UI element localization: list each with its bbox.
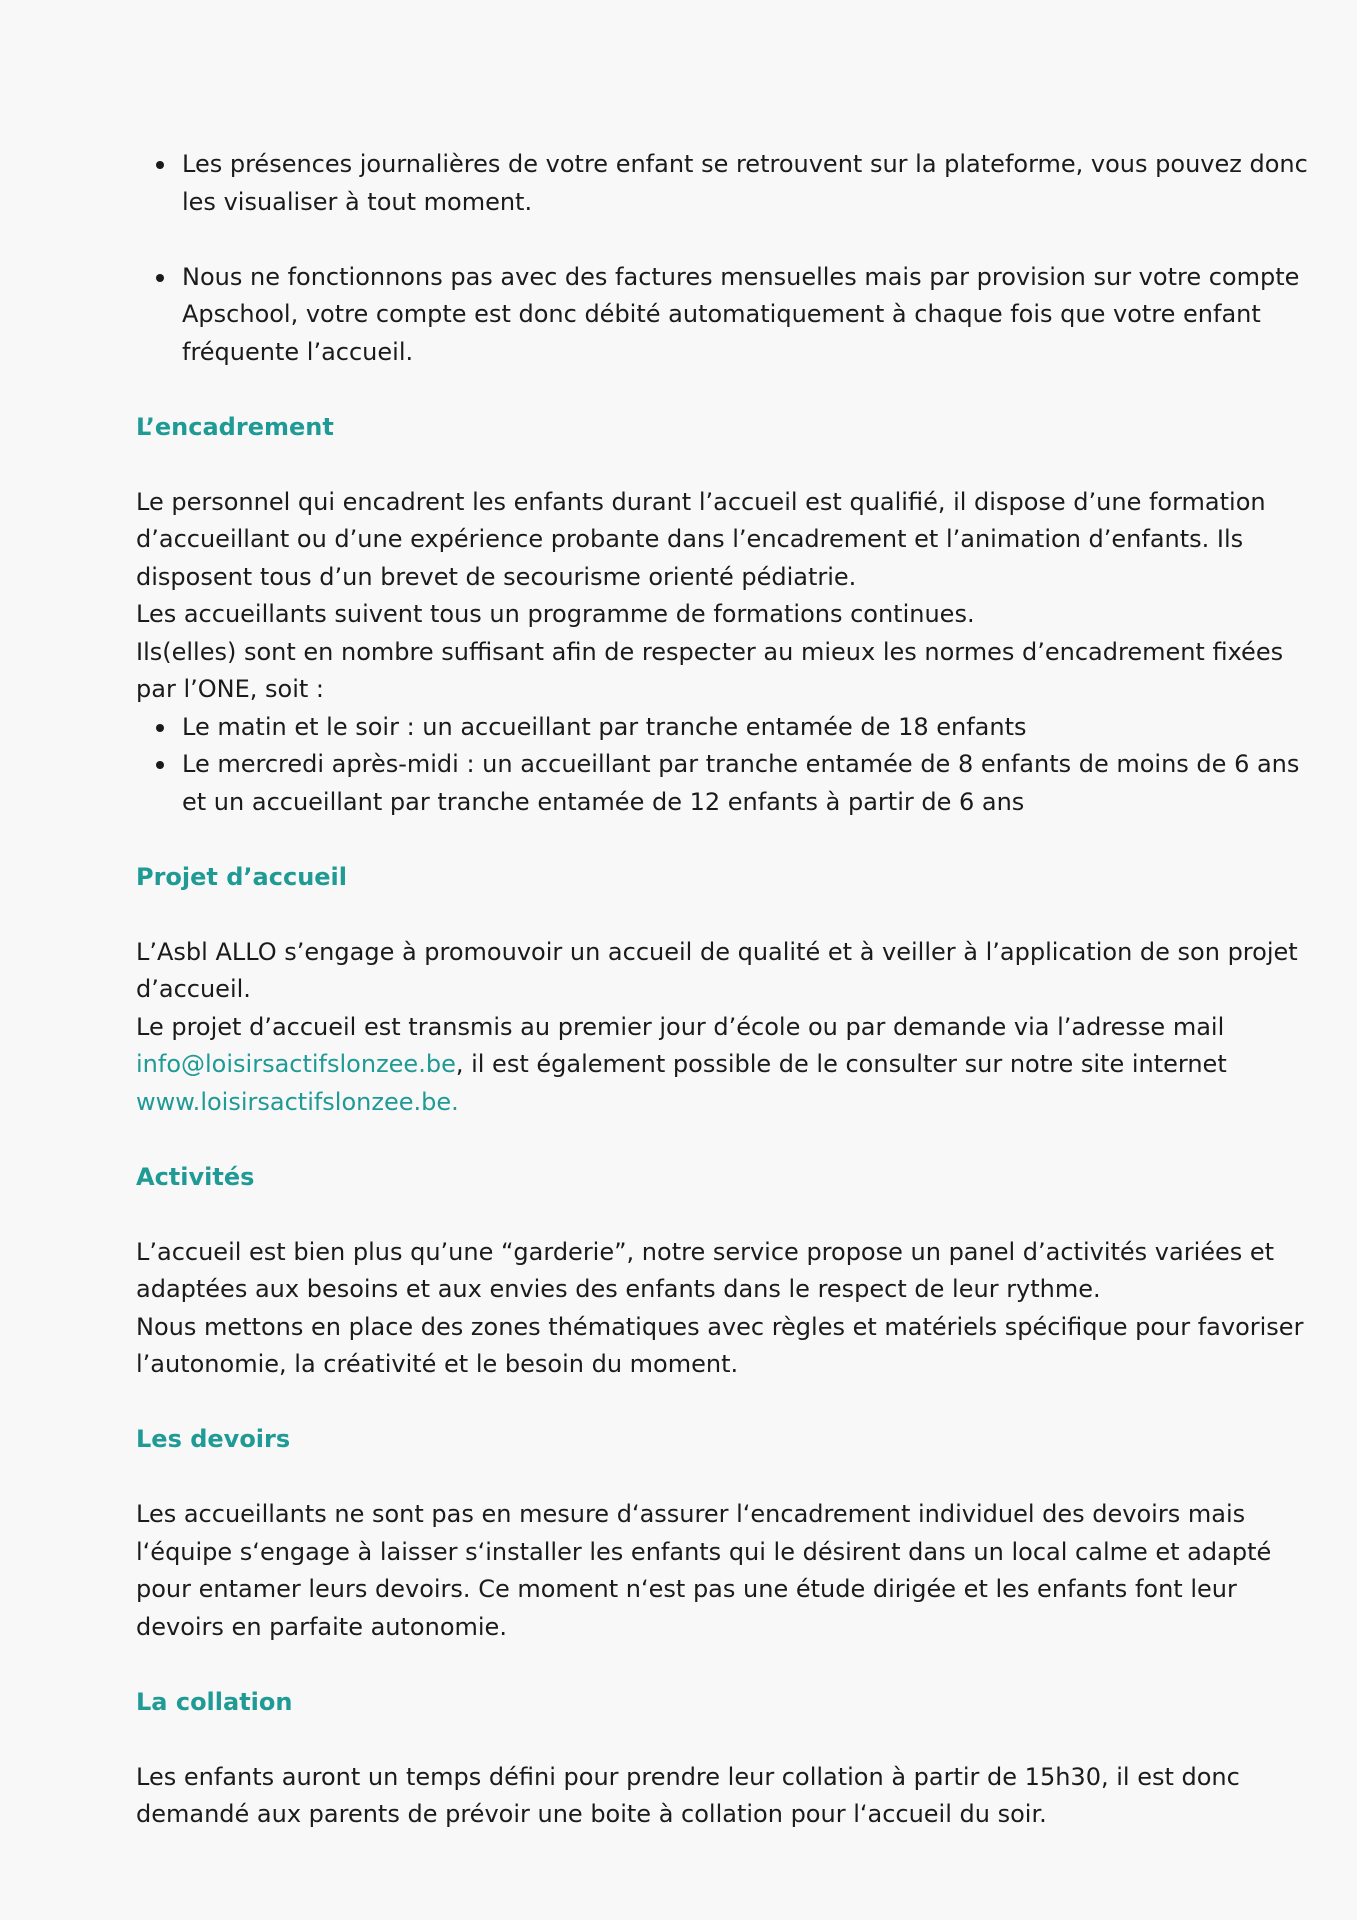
devoirs-paragraph: Les accueillants ne sont pas en mesure d‘assurer l‘encadrement individuel des devoirs mais l‘équipe s‘engage à laisser s‘installer les enfants qui le désirent dans un local calme et adapté pour entamer leurs devoirs. Ce moment n‘est pas une étude dirigée et les enfants font leur devoirs en parfaite autonomie.: [136, 1500, 1272, 1641]
intro-bullet-list: [136, 146, 1321, 221]
heading-devoirs: Les devoirs: [136, 1425, 291, 1453]
projet-text-start: Le projet d’accueil est transmis au premier jour d’école ou par demande via l’adresse mail: [136, 1012, 1225, 1041]
activites-paragraph-service: L’accueil est bien plus qu’une “garderie”, notre service propose un panel d’activités variées et adaptées aux besoins et aux envies des enfants dans le respect de leur rythme.: [136, 1237, 1275, 1303]
encadrement-bullet-morning-evening: Le matin et le soir : un accueillant par tranche entamée de 18 enfants: [182, 709, 1321, 747]
heading-projet-accueil: Projet d’accueil: [136, 862, 348, 891]
intro-bullet-attendance: Les présences journalières de votre enfant se retrouvent sur la plateforme, vous pouvez donc les visualiser à tout moment.: [182, 146, 1321, 221]
intro-bullet-list-2: [136, 259, 1321, 372]
projet-paragraph-transmission: [136, 1009, 1321, 1122]
projet-text-middle: , il est également possible de le consulter sur notre site internet: [455, 1050, 1227, 1078]
heading-collation: La collation: [136, 1687, 293, 1716]
intro-bullet-billing: Nous ne fonctionnons pas avec des factures mensuelles mais par provision sur votre compte Apschool, votre compte est donc débité automatiquement à chaque fois que votre enfant fréquente l’accueil.: [182, 259, 1321, 372]
activites-paragraph-zones: Nous mettons en place des zones thématiques avec règles et matériels spécifique pour favoriser l’autonomie, la créativité et le besoin du moment.: [136, 1312, 1304, 1378]
encadrement-bullet-list: [136, 709, 1321, 822]
projet-paragraph-commitment: L’Asbl ALLO s’engage à promouvoir un accueil de qualité et à veiller à l’application de son projet d’accueil.: [136, 937, 1298, 1003]
email-link[interactable]: info@loisirsactifslonzee.be: [136, 1050, 456, 1078]
encadrement-paragraph-staff: Le personnel qui encadrent les enfants durant l’accueil est qualifié, il dispose d’une formation d’accueillant ou d’une expérience probante dans l’encadrement et l’animation d’enfants. Ils disposent tous d’un brevet de secourisme orienté pédiatrie.: [136, 487, 1266, 591]
encadrement-paragraph-norms: Ils(elles) sont en nombre suffisant afin de respecter au mieux les normes d’encadrement fixées par l’ONE, soit :: [136, 637, 1284, 703]
encadrement-bullet-wednesday: Le mercredi après-midi : un accueillant par tranche entamée de 8 enfants de moins de 6 ans et un accueillant par tranche entamée de 12 enfants à partir de 6 ans: [182, 746, 1321, 821]
collation-paragraph: Les enfants auront un temps défini pour prendre leur collation à partir de 15h30, il est donc demandé aux parents de prévoir une boite à collation pour l‘accueil du soir.: [136, 1762, 1240, 1828]
website-link[interactable]: www.loisirsactifslonzee.be.: [136, 1087, 459, 1116]
heading-encadrement: L’encadrement: [136, 412, 334, 441]
heading-activites: Activités: [136, 1162, 255, 1191]
encadrement-paragraph-training: Les accueillants suivent tous un programme de formations continues.: [136, 600, 975, 628]
